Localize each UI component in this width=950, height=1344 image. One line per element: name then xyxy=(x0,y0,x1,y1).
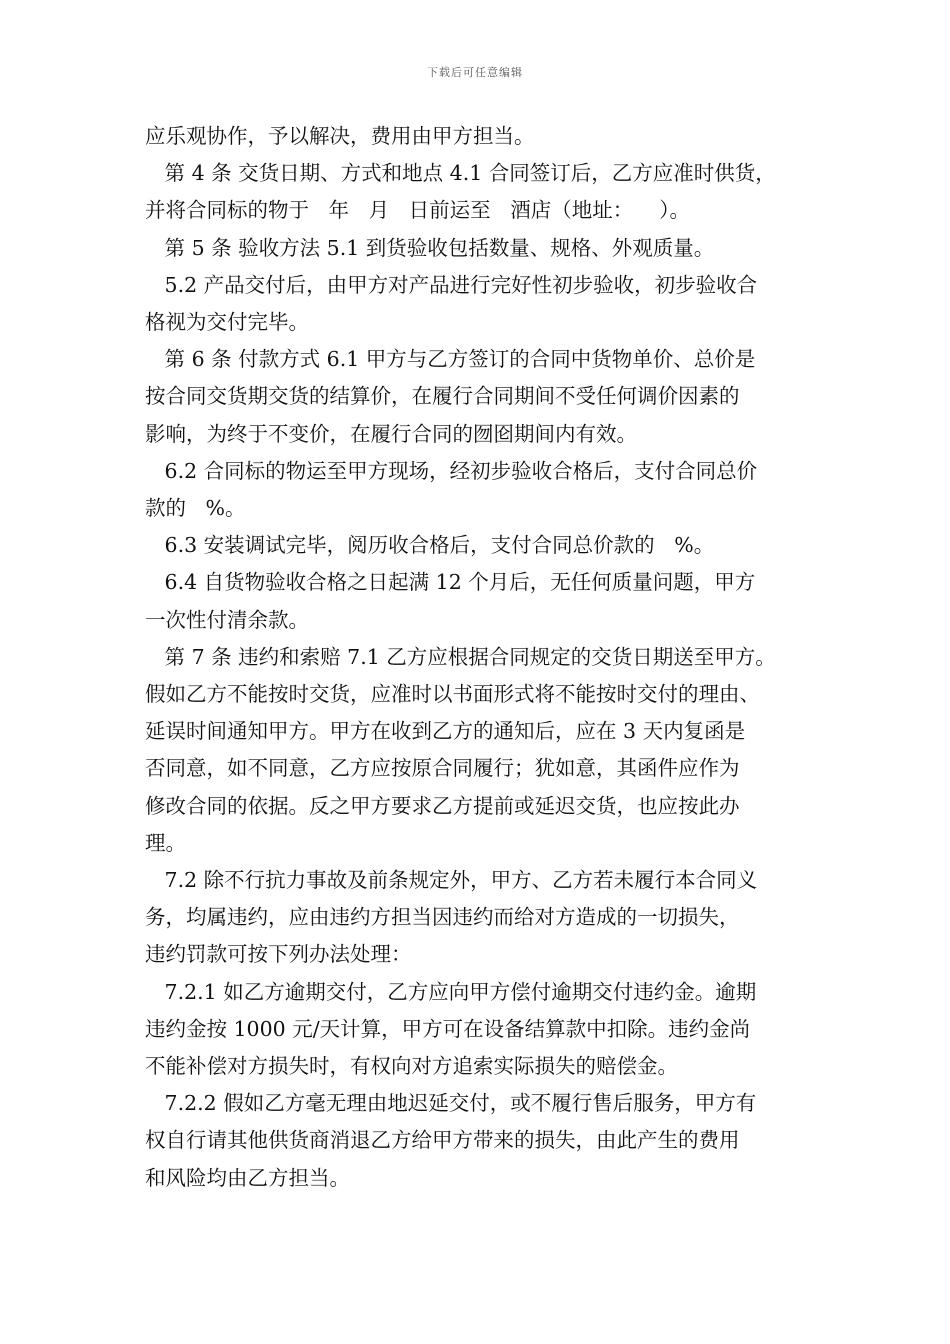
text-line: 应乐观协作，予以解决，费用由甲方担当。 xyxy=(145,124,535,148)
text-line: 7.2.2 假如乙方毫无理由地迟延交付，或不履行售后服务，甲方有 xyxy=(145,1091,757,1116)
text-line: 否同意，如不同意，乙方应按原合同履行；犹如意，其函件应作为 xyxy=(145,756,740,781)
text-line: 违约罚款可按下列办法处理： xyxy=(145,942,412,967)
text-line: 第 4 条 交货日期、方式和地点 4.1 合同签订后，乙方应准时供货， xyxy=(145,161,776,186)
text-line: 不能补偿对方损失时，有权向对方追索实际损失的赔偿金。 xyxy=(145,1054,678,1079)
text-line: 5.2 产品交付后，由甲方对产品进行完好性初步验收，初步验收合 xyxy=(145,272,758,297)
text-line: 6.3 安装调试完毕，阅历收合格后，支付合同总价款的 %。 xyxy=(145,533,715,558)
text-line: 格视为交付完毕。 xyxy=(145,310,309,335)
page-header: 下载后可任意编辑 xyxy=(427,66,523,79)
document-body xyxy=(145,118,815,1197)
text-line: 第 6 条 付款方式 6.1 甲方与乙方签订的合同中货物单价、总价是 xyxy=(145,347,756,372)
text-line: 假如乙方不能按时交货，应准时以书面形式将不能按时交付的理由、 xyxy=(145,682,760,707)
text-line: 第 7 条 违约和索赔 7.1 乙方应根据合同规定的交货日期送至甲方。 xyxy=(145,644,776,669)
text-line: 并将合同标的物于 年 月 日前运至 酒店（地址： ）。 xyxy=(145,198,691,223)
text-line: 理。 xyxy=(145,830,186,855)
text-line: 延误时间通知甲方。甲方在收到乙方的通知后，应在 3 天内复函是 xyxy=(145,719,746,744)
text-line: 第 5 条 验收方法 5.1 到货验收包括数量、规格、外观质量。 xyxy=(145,235,715,260)
text-line: 权自行请其他供货商消退乙方给甲方带来的损失，由此产生的费用 xyxy=(145,1128,740,1153)
text-line: 6.4 自货物验收合格之日起满 12 个月后，无任何质量问题，甲方 xyxy=(145,570,756,595)
text-line: 按合同交货期交货的结算价，在履行合同期间不受任何调价因素的 xyxy=(145,384,740,409)
text-line: 务，均属违约，应由违约方担当因违约而给对方造成的一切损失， xyxy=(145,905,740,930)
text-line: 一次性付清余款。 xyxy=(145,607,309,632)
text-line: 违约金按 1000 元/天计算，甲方可在设备结算款中扣除。违约金尚 xyxy=(145,1016,751,1041)
text-line: 款的 %。 xyxy=(145,496,246,521)
text-line: 和风险均由乙方担当。 xyxy=(145,1165,350,1190)
text-line: 7.2.1 如乙方逾期交付，乙方应向甲方偿付逾期交付违约金。逾期 xyxy=(145,979,757,1004)
text-line: 7.2 除不行抗力事故及前条规定外，甲方、乙方若未履行本合同义 xyxy=(145,868,758,893)
text-line: 6.2 合同标的物运至甲方现场，经初步验收合格后，支付合同总价 xyxy=(145,458,758,483)
text-line: 影响，为终于不变价，在履行合同的囫囵期间内有效。 xyxy=(145,421,637,446)
text-line: 修改合同的依据。反之甲方要求乙方提前或延迟交货，也应按此办 xyxy=(145,793,740,818)
